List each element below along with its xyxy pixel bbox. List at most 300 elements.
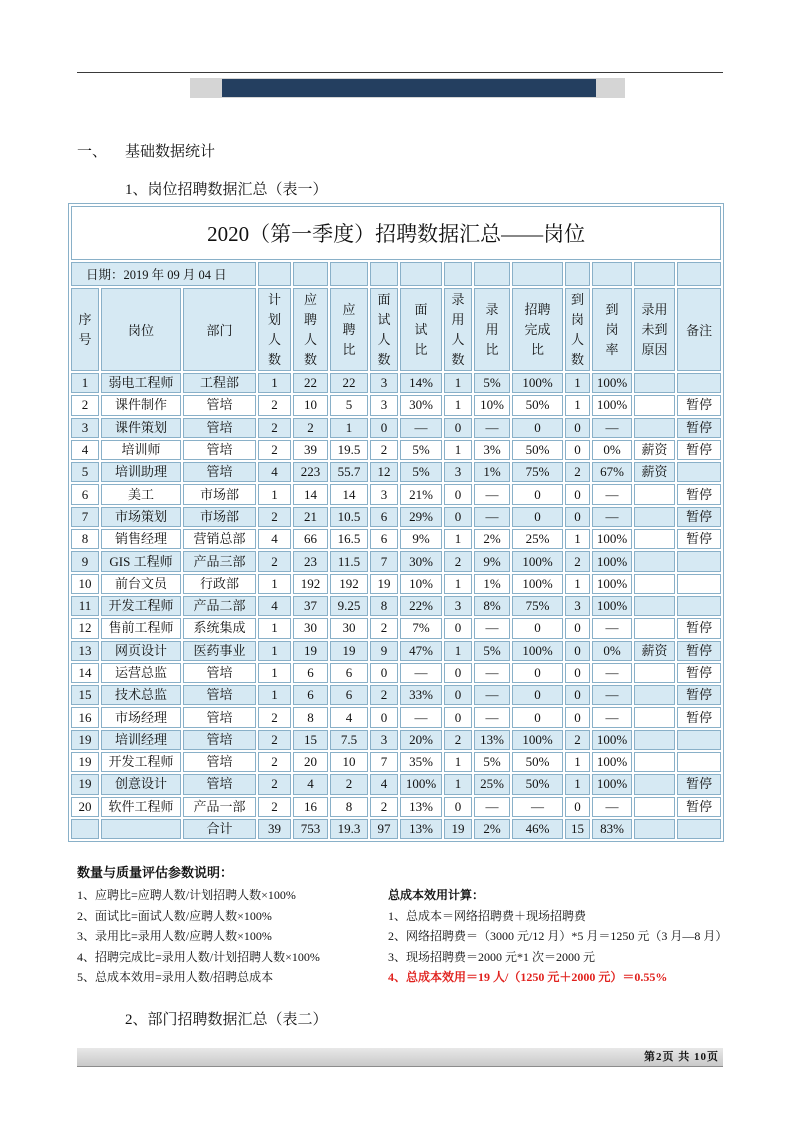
table-row xyxy=(71,618,721,638)
cell-hired: 1 xyxy=(444,641,472,661)
cell-hire-ratio: 8% xyxy=(474,596,510,616)
cell-interview-ratio: 47% xyxy=(400,641,442,661)
cell-onboarded: 1 xyxy=(565,373,590,393)
cell-applicants: 10 xyxy=(293,395,328,415)
cell-position: 市场经理 xyxy=(101,707,181,727)
cell-seq: 13 xyxy=(71,641,99,661)
cell-onboard-rate: — xyxy=(592,484,632,504)
cell-no-show-reason xyxy=(634,395,675,415)
cell-apply-ratio: 16.5 xyxy=(330,529,368,549)
cell-planned: 1 xyxy=(258,484,291,504)
cell-hire-ratio: — xyxy=(474,685,510,705)
cell-onboard-rate: 100% xyxy=(592,774,632,794)
cell-position: 售前工程师 xyxy=(101,618,181,638)
col-interview-ratio xyxy=(400,288,442,371)
table-row xyxy=(71,797,721,817)
table-row xyxy=(71,395,721,415)
cost-title: 总成本效用计算： xyxy=(388,888,485,902)
cell-hire-ratio: 5% xyxy=(474,752,510,772)
cell-seq: 7 xyxy=(71,507,99,527)
cell-seq: 4 xyxy=(71,440,99,460)
cell-no-show-reason xyxy=(634,774,675,794)
cell-hire-ratio: 10% xyxy=(474,395,510,415)
cell-hired: 1 xyxy=(444,373,472,393)
table-row xyxy=(71,641,721,661)
cell-apply-ratio: 9.25 xyxy=(330,596,368,616)
cell-planned: 2 xyxy=(258,774,291,794)
cell-remark xyxy=(677,574,721,594)
cell-remark xyxy=(677,596,721,616)
cell-applicants: 2 xyxy=(293,418,328,438)
table-row xyxy=(71,663,721,683)
cell-interviewed: 6 xyxy=(370,529,398,549)
cell-no-show-reason xyxy=(634,484,675,504)
cell-department: 管培 xyxy=(183,395,256,415)
cell-department: 产品一部 xyxy=(183,797,256,817)
col-planned-label: 计划人数 xyxy=(267,291,281,367)
cell-department: 系统集成 xyxy=(183,618,256,638)
cell-hired: 0 xyxy=(444,663,472,683)
cell-seq: 9 xyxy=(71,551,99,571)
cell-onboarded: 0 xyxy=(565,663,590,683)
cell-interview-ratio: 30% xyxy=(400,395,442,415)
table-row xyxy=(71,707,721,727)
section-number: 一、 xyxy=(77,144,108,160)
cell-interview-ratio: 20% xyxy=(400,730,442,750)
col-hire-ratio-label: 录用比 xyxy=(485,301,499,357)
cell-applicants: 19 xyxy=(293,641,328,661)
cell-apply-ratio: 19.5 xyxy=(330,440,368,460)
cell-remark: 暂停 xyxy=(677,707,721,727)
cell-onboard-rate: — xyxy=(592,418,632,438)
cell-department: 管培 xyxy=(183,440,256,460)
col-planned xyxy=(258,288,291,371)
col-position xyxy=(101,288,181,371)
cell-interviewed: 4 xyxy=(370,774,398,794)
cell-position: 课件策划 xyxy=(101,418,181,438)
cell-hired: 0 xyxy=(444,618,472,638)
cell-no-show-reason xyxy=(634,373,675,393)
cell-onboarded: 0 xyxy=(565,618,590,638)
cell-completion: 100% xyxy=(512,730,563,750)
cell-hire-ratio: — xyxy=(474,663,510,683)
cell-position: 开发工程师 xyxy=(101,596,181,616)
cell-applicants: 223 xyxy=(293,462,328,482)
cell-hire-ratio: 2% xyxy=(474,529,510,549)
cell-onboarded: 1 xyxy=(565,774,590,794)
cell-interview-ratio: 100% xyxy=(400,774,442,794)
cell-interviewed: 0 xyxy=(370,663,398,683)
cell-department: 产品二部 xyxy=(183,596,256,616)
cell-onboard-rate: — xyxy=(592,618,632,638)
cell-onboard-rate: 67% xyxy=(592,462,632,482)
cell-interview-ratio: 7% xyxy=(400,618,442,638)
cell-completion: 0 xyxy=(512,663,563,683)
table-row xyxy=(71,529,721,549)
cell-applicants: 6 xyxy=(293,685,328,705)
cell-remark xyxy=(677,819,721,839)
cell-completion: 0 xyxy=(512,707,563,727)
cell-seq: 1 xyxy=(71,373,99,393)
cell-department: 工程部 xyxy=(183,373,256,393)
cell-apply-ratio: 192 xyxy=(330,574,368,594)
cell-department: 行政部 xyxy=(183,574,256,594)
cell-hire-ratio: — xyxy=(474,507,510,527)
cell-completion: — xyxy=(512,797,563,817)
recruitment-table xyxy=(68,203,724,842)
cost-line: 2、网络招聘费＝（3000 元/12 月）*5 月＝1250 元（3 月—8 月） xyxy=(388,929,728,943)
cell-onboarded: 2 xyxy=(565,462,590,482)
params-title: 数量与质量评估参数说明： xyxy=(77,865,234,880)
cell-interview-ratio: — xyxy=(400,663,442,683)
cell-planned: 1 xyxy=(258,373,291,393)
cell-interview-ratio: 30% xyxy=(400,551,442,571)
cell-hired: 0 xyxy=(444,507,472,527)
col-completion xyxy=(512,288,563,371)
params-line: 2、面试比=面试人数/应聘人数×100% xyxy=(77,908,272,923)
cost-line: 1、总成本＝网络招聘费＋现场招聘费 xyxy=(388,908,587,923)
col-interviewed-label: 面试人数 xyxy=(377,291,391,367)
cell-position: 创意设计 xyxy=(101,774,181,794)
cell-interview-ratio: 10% xyxy=(400,574,442,594)
cell-applicants: 20 xyxy=(293,752,328,772)
cell-onboarded: 0 xyxy=(565,685,590,705)
date-row-blank xyxy=(565,262,590,286)
cell-interview-ratio: 35% xyxy=(400,752,442,772)
header-row xyxy=(71,288,721,371)
cell-apply-ratio: 22 xyxy=(330,373,368,393)
cell-applicants: 14 xyxy=(293,484,328,504)
cell-hire-ratio: — xyxy=(474,618,510,638)
cell-onboarded: 2 xyxy=(565,551,590,571)
cell-seq: 16 xyxy=(71,707,99,727)
cell-planned: 39 xyxy=(258,819,291,839)
cell-interview-ratio: 13% xyxy=(400,797,442,817)
col-completion-label: 招聘完成比 xyxy=(524,301,551,357)
cell-planned: 2 xyxy=(258,440,291,460)
cell-position: 弱电工程师 xyxy=(101,373,181,393)
cell-apply-ratio: 5 xyxy=(330,395,368,415)
col-remark-label: 备注 xyxy=(686,323,713,338)
col-onboard-rate xyxy=(592,288,632,371)
cell-onboard-rate: 100% xyxy=(592,551,632,571)
cell-hire-ratio: 25% xyxy=(474,774,510,794)
cell-position: 运营总监 xyxy=(101,663,181,683)
cell-applicants: 23 xyxy=(293,551,328,571)
cell-no-show-reason xyxy=(634,418,675,438)
cell-applicants: 30 xyxy=(293,618,328,638)
cell-interviewed: 0 xyxy=(370,707,398,727)
date-row-blank xyxy=(592,262,632,286)
cell-onboarded: 15 xyxy=(565,819,590,839)
col-no-show-reason-label: 录用未到原因 xyxy=(641,301,668,357)
cell-applicants: 37 xyxy=(293,596,328,616)
cell-applicants: 192 xyxy=(293,574,328,594)
cell-planned: 1 xyxy=(258,641,291,661)
cell-interview-ratio: — xyxy=(400,707,442,727)
date-row-blank xyxy=(258,262,291,286)
cell-department: 管培 xyxy=(183,774,256,794)
table-row xyxy=(71,551,721,571)
cell-onboarded: 1 xyxy=(565,529,590,549)
cell-position: 培训助理 xyxy=(101,462,181,482)
cell-applicants: 753 xyxy=(293,819,328,839)
cell-remark: 暂停 xyxy=(677,797,721,817)
cell-onboarded: 0 xyxy=(565,641,590,661)
cell-hired: 2 xyxy=(444,551,472,571)
cell-apply-ratio: 2 xyxy=(330,774,368,794)
cell-completion: 0 xyxy=(512,618,563,638)
col-department-label: 部门 xyxy=(206,323,233,338)
cell-seq: 12 xyxy=(71,618,99,638)
cell-planned: 4 xyxy=(258,462,291,482)
table1-caption: 1、岗位招聘数据汇总（表一） xyxy=(125,182,328,198)
cell-interview-ratio: 33% xyxy=(400,685,442,705)
header-rule xyxy=(77,72,723,73)
cell-seq: 10 xyxy=(71,574,99,594)
cell-remark: 暂停 xyxy=(677,685,721,705)
cell-completion: 25% xyxy=(512,529,563,549)
table-row xyxy=(71,484,721,504)
cell-no-show-reason: 薪资 xyxy=(634,462,675,482)
table-row xyxy=(71,574,721,594)
cell-seq: 19 xyxy=(71,730,99,750)
cell-position: 销售经理 xyxy=(101,529,181,549)
cell-completion: 0 xyxy=(512,685,563,705)
cell-interviewed: 12 xyxy=(370,462,398,482)
cell-department: 合计 xyxy=(183,819,256,839)
cell-no-show-reason xyxy=(634,529,675,549)
cell-planned: 1 xyxy=(258,685,291,705)
cell-interviewed: 3 xyxy=(370,484,398,504)
cell-hire-ratio: 1% xyxy=(474,462,510,482)
table-row xyxy=(71,596,721,616)
cell-onboard-rate: 100% xyxy=(592,574,632,594)
cell-remark: 暂停 xyxy=(677,395,721,415)
col-seq-label: 序号 xyxy=(78,311,92,347)
cell-apply-ratio: 19.3 xyxy=(330,819,368,839)
cell-completion: 0 xyxy=(512,484,563,504)
cell-department: 市场部 xyxy=(183,484,256,504)
cell-applicants: 4 xyxy=(293,774,328,794)
date-row-blank xyxy=(400,262,442,286)
cell-hired: 2 xyxy=(444,730,472,750)
cell-applicants: 6 xyxy=(293,663,328,683)
table-row xyxy=(71,730,721,750)
col-remark xyxy=(677,288,721,371)
cell-apply-ratio: 11.5 xyxy=(330,551,368,571)
cell-position: 网页设计 xyxy=(101,641,181,661)
cell-completion: 50% xyxy=(512,440,563,460)
cell-onboard-rate: 0% xyxy=(592,440,632,460)
cell-hired: 3 xyxy=(444,462,472,482)
cell-hired: 1 xyxy=(444,774,472,794)
cell-remark xyxy=(677,373,721,393)
cell-onboard-rate: — xyxy=(592,507,632,527)
cell-interviewed: 9 xyxy=(370,641,398,661)
cell-department: 管培 xyxy=(183,752,256,772)
cell-department: 管培 xyxy=(183,663,256,683)
cell-hired: 1 xyxy=(444,395,472,415)
table-row xyxy=(71,418,721,438)
cell-onboard-rate: 100% xyxy=(592,395,632,415)
cell-onboard-rate: 83% xyxy=(592,819,632,839)
params-line: 5、总成本效用=录用人数/招聘总成本 xyxy=(77,970,274,984)
cell-apply-ratio: 6 xyxy=(330,663,368,683)
cell-hired: 1 xyxy=(444,440,472,460)
table-row xyxy=(71,440,721,460)
cell-department: 医药事业 xyxy=(183,641,256,661)
cell-remark xyxy=(677,752,721,772)
cell-interviewed: 2 xyxy=(370,685,398,705)
cell-position: 培训师 xyxy=(101,440,181,460)
cell-remark: 暂停 xyxy=(677,484,721,504)
cell-no-show-reason xyxy=(634,707,675,727)
cell-onboard-rate: — xyxy=(592,685,632,705)
table-row xyxy=(71,685,721,705)
cost-result: 4、总成本效用＝19 人/（1250 元＋2000 元）＝0.55% xyxy=(388,970,668,984)
cell-onboard-rate: — xyxy=(592,663,632,683)
cell-hired: 0 xyxy=(444,797,472,817)
cell-interviewed: 2 xyxy=(370,797,398,817)
cell-hire-ratio: 9% xyxy=(474,551,510,571)
table-title: 2020（第一季度）招聘数据汇总——岗位 xyxy=(71,206,721,260)
cell-no-show-reason: 薪资 xyxy=(634,440,675,460)
cell-interview-ratio: 5% xyxy=(400,440,442,460)
col-applicants xyxy=(293,288,328,371)
col-hired-label: 录用人数 xyxy=(451,291,465,367)
cell-planned: 2 xyxy=(258,797,291,817)
cell-planned: 1 xyxy=(258,574,291,594)
cell-apply-ratio: 30 xyxy=(330,618,368,638)
col-position-label: 岗位 xyxy=(127,323,154,338)
cell-position: 培训经理 xyxy=(101,730,181,750)
total-row xyxy=(71,819,721,839)
cell-hired: 3 xyxy=(444,596,472,616)
cell-completion: 100% xyxy=(512,641,563,661)
cell-interview-ratio: 29% xyxy=(400,507,442,527)
cell-position: 软件工程师 xyxy=(101,797,181,817)
cell-seq xyxy=(71,819,99,839)
params-line: 3、录用比=录用人数/应聘人数×100% xyxy=(77,929,272,943)
cell-applicants: 21 xyxy=(293,507,328,527)
cell-interviewed: 0 xyxy=(370,418,398,438)
cell-onboarded: 0 xyxy=(565,440,590,460)
cell-interview-ratio: 13% xyxy=(400,819,442,839)
date-row-blank xyxy=(634,262,675,286)
cell-hire-ratio: — xyxy=(474,418,510,438)
cell-hired: 1 xyxy=(444,752,472,772)
cell-hire-ratio: — xyxy=(474,707,510,727)
cell-remark: 暂停 xyxy=(677,440,721,460)
cell-no-show-reason xyxy=(634,574,675,594)
cell-onboard-rate: 100% xyxy=(592,752,632,772)
cell-department: 管培 xyxy=(183,418,256,438)
col-apply-ratio xyxy=(330,288,368,371)
table-date: 日期：2019 年 09 月 04 日 xyxy=(71,262,256,286)
cell-applicants: 8 xyxy=(293,707,328,727)
cell-interviewed: 3 xyxy=(370,373,398,393)
cell-planned: 2 xyxy=(258,752,291,772)
cell-no-show-reason xyxy=(634,819,675,839)
cell-interview-ratio: 9% xyxy=(400,529,442,549)
col-applicants-label: 应聘人数 xyxy=(303,291,317,367)
cell-seq: 15 xyxy=(71,685,99,705)
cell-department: 营销总部 xyxy=(183,529,256,549)
cell-completion: 46% xyxy=(512,819,563,839)
cell-no-show-reason xyxy=(634,797,675,817)
date-row-blank xyxy=(444,262,472,286)
cell-remark xyxy=(677,462,721,482)
cell-onboarded: 0 xyxy=(565,418,590,438)
cell-interviewed: 2 xyxy=(370,618,398,638)
cell-onboarded: 1 xyxy=(565,574,590,594)
cell-onboard-rate: — xyxy=(592,797,632,817)
cell-hired: 19 xyxy=(444,819,472,839)
cell-interviewed: 3 xyxy=(370,395,398,415)
cell-department: 管培 xyxy=(183,462,256,482)
cell-seq: 3 xyxy=(71,418,99,438)
cell-no-show-reason xyxy=(634,618,675,638)
cell-position xyxy=(101,819,181,839)
cell-applicants: 16 xyxy=(293,797,328,817)
cell-planned: 2 xyxy=(258,507,291,527)
cell-interview-ratio: 22% xyxy=(400,596,442,616)
cell-remark xyxy=(677,730,721,750)
cell-interviewed: 3 xyxy=(370,730,398,750)
cost-list xyxy=(388,885,727,988)
cell-seq: 19 xyxy=(71,752,99,772)
cell-planned: 2 xyxy=(258,707,291,727)
params-line: 4、招聘完成比=录用人数/计划招聘人数×100% xyxy=(77,949,320,964)
cell-completion: 50% xyxy=(512,752,563,772)
cell-planned: 1 xyxy=(258,663,291,683)
cell-seq: 20 xyxy=(71,797,99,817)
table-row xyxy=(71,462,721,482)
cell-position: 开发工程师 xyxy=(101,752,181,772)
date-row-blank xyxy=(474,262,510,286)
cell-hired: 0 xyxy=(444,685,472,705)
cell-onboard-rate: 100% xyxy=(592,373,632,393)
cell-position: 前台文员 xyxy=(101,574,181,594)
cell-completion: 75% xyxy=(512,596,563,616)
col-seq xyxy=(71,288,99,371)
cell-interview-ratio: 21% xyxy=(400,484,442,504)
cell-planned: 2 xyxy=(258,551,291,571)
cell-onboard-rate: 100% xyxy=(592,596,632,616)
col-interviewed xyxy=(370,288,398,371)
table-row xyxy=(71,774,721,794)
cell-remark: 暂停 xyxy=(677,529,721,549)
cell-no-show-reason xyxy=(634,596,675,616)
cell-planned: 2 xyxy=(258,418,291,438)
col-apply-ratio-label: 应聘比 xyxy=(342,301,356,357)
cell-hire-ratio: 13% xyxy=(474,730,510,750)
cell-hired: 0 xyxy=(444,418,472,438)
cell-onboard-rate: — xyxy=(592,707,632,727)
cell-hire-ratio: 3% xyxy=(474,440,510,460)
cell-onboarded: 0 xyxy=(565,484,590,504)
col-interview-ratio-label: 面试比 xyxy=(414,301,428,357)
cell-no-show-reason xyxy=(634,752,675,772)
cell-seq: 6 xyxy=(71,484,99,504)
cell-interview-ratio: — xyxy=(400,418,442,438)
page-footer xyxy=(77,1048,723,1067)
cell-seq: 14 xyxy=(71,663,99,683)
cell-no-show-reason xyxy=(634,730,675,750)
col-no-show-reason xyxy=(634,288,675,371)
date-row xyxy=(71,262,721,286)
